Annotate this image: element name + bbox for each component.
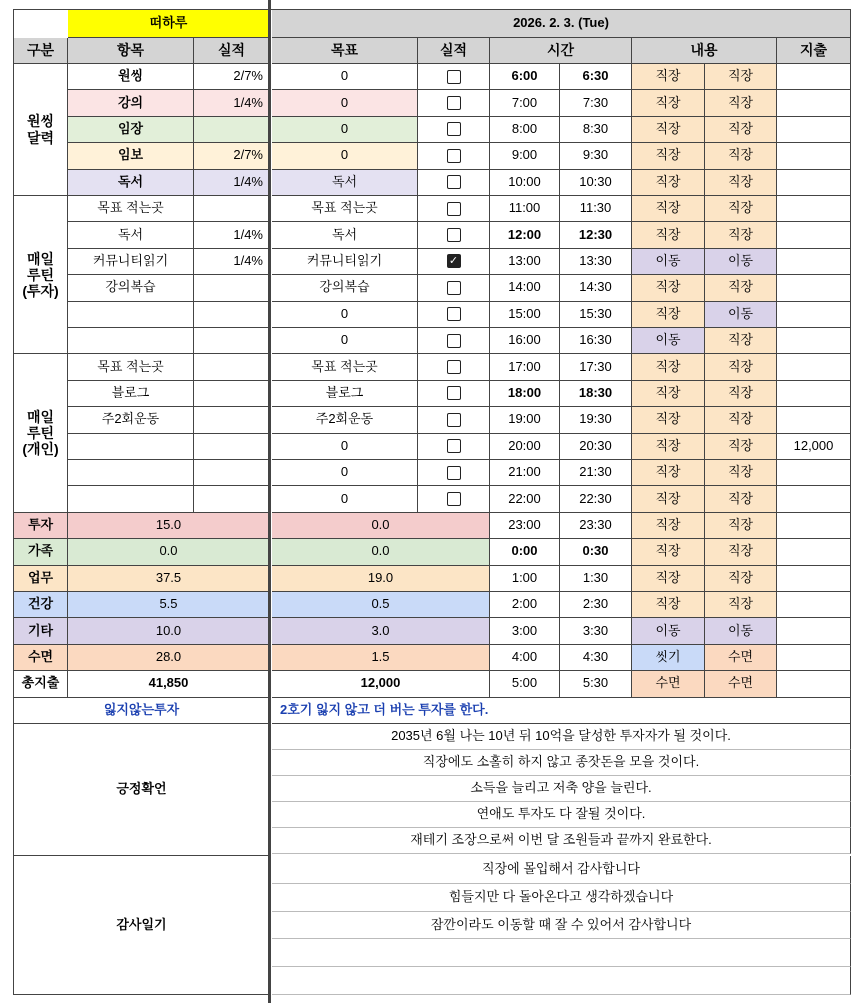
schedule-end: 16:30 — [560, 328, 632, 354]
schedule-activity: 수면 — [705, 671, 777, 697]
schedule-end: 6:30 — [560, 64, 632, 90]
schedule-activity: 직장 — [705, 275, 777, 301]
schedule-activity: 직장 — [632, 513, 705, 539]
schedule-activity: 직장 — [705, 328, 777, 354]
task-actual — [194, 381, 270, 407]
gratitude-line: 잠깐이라도 이동할 때 잘 수 있어서 감사합니다 — [272, 912, 851, 940]
schedule-expense — [777, 539, 851, 565]
schedule-start: 5:00 — [490, 671, 560, 697]
summary-goal: 3.0 — [272, 618, 490, 644]
schedule-activity: 직장 — [705, 196, 777, 222]
task-item: 임장 — [68, 117, 194, 143]
header-item: 항목 — [68, 38, 194, 64]
task-item: 독서 — [68, 170, 194, 196]
task-actual: 1/4% — [194, 90, 270, 116]
schedule-expense — [777, 196, 851, 222]
task-goal: 0 — [272, 486, 418, 512]
schedule-end: 19:30 — [560, 407, 632, 433]
schedule-activity: 직장 — [632, 64, 705, 90]
task-item — [68, 460, 194, 486]
schedule-activity: 직장 — [632, 407, 705, 433]
task-item: 주2회운동 — [68, 407, 194, 433]
schedule-expense — [777, 354, 851, 380]
schedule-activity: 직장 — [705, 222, 777, 248]
task-checkbox[interactable] — [447, 386, 461, 400]
summary-goal: 1.5 — [272, 645, 490, 671]
summary-label: 기타 — [14, 618, 68, 644]
sheet-top-border — [13, 9, 851, 10]
center-divider — [268, 0, 271, 1003]
schedule-activity: 직장 — [705, 566, 777, 592]
task-actual: 1/4% — [194, 170, 270, 196]
schedule-expense — [777, 618, 851, 644]
schedule-activity: 직장 — [632, 460, 705, 486]
summary-label: 건강 — [14, 592, 68, 618]
summary-label: 가족 — [14, 539, 68, 565]
schedule-activity: 직장 — [632, 592, 705, 618]
motto-text: 2호기 잃지 않고 더 버는 투자를 한다. — [272, 698, 851, 724]
schedule-activity: 씻기 — [632, 645, 705, 671]
task-checkbox[interactable] — [447, 228, 461, 242]
task-check-cell — [418, 143, 490, 169]
task-check-cell — [418, 407, 490, 433]
summary-goal: 0.5 — [272, 592, 490, 618]
task-checkbox[interactable] — [447, 149, 461, 163]
schedule-expense — [777, 460, 851, 486]
gratitude-line — [272, 967, 851, 995]
task-checkbox[interactable] — [447, 307, 461, 321]
task-check-cell — [418, 64, 490, 90]
schedule-expense — [777, 90, 851, 116]
task-goal: 0 — [272, 328, 418, 354]
schedule-start: 19:00 — [490, 407, 560, 433]
task-check-cell — [418, 434, 490, 460]
schedule-end: 5:30 — [560, 671, 632, 697]
summary-value: 15.0 — [68, 513, 270, 539]
affirmation-line: 재테기 조장으로써 이번 달 조원들과 끝까지 완료한다. — [272, 828, 851, 854]
schedule-start: 9:00 — [490, 143, 560, 169]
schedule-expense — [777, 566, 851, 592]
total-value: 41,850 — [68, 671, 270, 697]
schedule-end: 22:30 — [560, 486, 632, 512]
schedule-activity: 직장 — [632, 90, 705, 116]
schedule-end: 4:30 — [560, 645, 632, 671]
schedule-start: 15:00 — [490, 302, 560, 328]
task-actual — [194, 486, 270, 512]
schedule-end: 14:30 — [560, 275, 632, 301]
task-check-cell — [418, 222, 490, 248]
schedule-activity: 직장 — [705, 486, 777, 512]
schedule-activity: 직장 — [705, 434, 777, 460]
task-goal: 0 — [272, 434, 418, 460]
schedule-expense — [777, 64, 851, 90]
gratitude-line — [272, 939, 851, 967]
task-item — [68, 434, 194, 460]
group-label: 매일 루틴 (개인) — [14, 354, 68, 512]
task-item: 목표 적는곳 — [68, 354, 194, 380]
schedule-activity: 이동 — [705, 618, 777, 644]
task-goal: 블로그 — [272, 381, 418, 407]
task-actual: 2/7% — [194, 143, 270, 169]
summary-label: 투자 — [14, 513, 68, 539]
task-goal: 0 — [272, 143, 418, 169]
schedule-start: 3:00 — [490, 618, 560, 644]
summary-goal: 0.0 — [272, 513, 490, 539]
schedule-expense — [777, 302, 851, 328]
schedule-expense — [777, 328, 851, 354]
schedule-end: 0:30 — [560, 539, 632, 565]
task-actual — [194, 407, 270, 433]
schedule-end: 11:30 — [560, 196, 632, 222]
header-content: 내용 — [632, 38, 777, 64]
task-checkbox[interactable] — [447, 202, 461, 216]
task-actual — [194, 354, 270, 380]
task-checkbox[interactable] — [447, 96, 461, 110]
schedule-activity: 직장 — [705, 354, 777, 380]
schedule-activity: 직장 — [632, 275, 705, 301]
task-goal: 0 — [272, 117, 418, 143]
schedule-activity: 직장 — [632, 434, 705, 460]
task-checkbox[interactable] — [447, 439, 461, 453]
task-item: 커뮤니티읽기 — [68, 249, 194, 275]
schedule-activity: 이동 — [632, 249, 705, 275]
schedule-activity: 직장 — [705, 64, 777, 90]
schedule-start: 23:00 — [490, 513, 560, 539]
schedule-expense — [777, 513, 851, 539]
schedule-end: 21:30 — [560, 460, 632, 486]
schedule-activity: 직장 — [632, 222, 705, 248]
header-done: 실적 — [418, 38, 490, 64]
schedule-activity: 직장 — [632, 486, 705, 512]
schedule-expense — [777, 249, 851, 275]
schedule-activity: 직장 — [705, 381, 777, 407]
task-actual — [194, 302, 270, 328]
schedule-end: 8:30 — [560, 117, 632, 143]
schedule-end: 3:30 — [560, 618, 632, 644]
task-goal: 주2회운동 — [272, 407, 418, 433]
task-goal: 커뮤니티읽기 — [272, 249, 418, 275]
group-label: 매일 루틴 (투자) — [14, 196, 68, 354]
schedule-activity: 이동 — [632, 328, 705, 354]
task-item: 임보 — [68, 143, 194, 169]
schedule-expense — [777, 222, 851, 248]
task-check-cell — [418, 460, 490, 486]
task-actual — [194, 328, 270, 354]
schedule-start: 0:00 — [490, 539, 560, 565]
schedule-start: 11:00 — [490, 196, 560, 222]
schedule-end: 10:30 — [560, 170, 632, 196]
task-check-cell — [418, 328, 490, 354]
task-checkbox[interactable] — [447, 281, 461, 295]
summary-value: 28.0 — [68, 645, 270, 671]
task-checkbox[interactable]: ✓ — [447, 254, 461, 268]
schedule-activity: 직장 — [705, 170, 777, 196]
schedule-activity: 수면 — [705, 645, 777, 671]
schedule-start: 17:00 — [490, 354, 560, 380]
task-actual: 2/7% — [194, 64, 270, 90]
schedule-activity: 직장 — [632, 143, 705, 169]
schedule-expense — [777, 275, 851, 301]
summary-goal: 0.0 — [272, 539, 490, 565]
task-check-cell — [418, 486, 490, 512]
affirmation-line: 직장에도 소홀히 하지 않고 종잣돈을 모을 것이다. — [272, 750, 851, 776]
summary-value: 5.5 — [68, 592, 270, 618]
schedule-activity: 직장 — [705, 117, 777, 143]
schedule-expense — [777, 592, 851, 618]
summary-label: 수면 — [14, 645, 68, 671]
summary-value: 37.5 — [68, 566, 270, 592]
sheet-title: 떠하루 — [68, 10, 270, 38]
schedule-start: 10:00 — [490, 170, 560, 196]
schedule-activity: 직장 — [632, 117, 705, 143]
task-goal: 강의복습 — [272, 275, 418, 301]
task-item: 블로그 — [68, 381, 194, 407]
schedule-activity: 직장 — [705, 90, 777, 116]
schedule-end: 15:30 — [560, 302, 632, 328]
schedule-start: 14:00 — [490, 275, 560, 301]
task-actual — [194, 275, 270, 301]
schedule-end: 13:30 — [560, 249, 632, 275]
task-goal: 0 — [272, 460, 418, 486]
task-actual: 1/4% — [194, 222, 270, 248]
schedule-activity: 이동 — [705, 302, 777, 328]
schedule-expense — [777, 645, 851, 671]
affirmation-label: 긍정확언 — [14, 724, 270, 856]
header-expense: 지출 — [777, 38, 851, 64]
schedule-expense — [777, 407, 851, 433]
schedule-end: 2:30 — [560, 592, 632, 618]
sheet-left-border — [13, 10, 14, 995]
schedule-start: 12:00 — [490, 222, 560, 248]
task-item — [68, 486, 194, 512]
header-actual: 실적 — [194, 38, 270, 64]
task-goal: 0 — [272, 302, 418, 328]
header-category: 구분 — [14, 38, 68, 64]
schedule-start: 16:00 — [490, 328, 560, 354]
schedule-end: 18:30 — [560, 381, 632, 407]
task-goal: 독서 — [272, 222, 418, 248]
task-checkbox[interactable] — [447, 70, 461, 84]
summary-label: 업무 — [14, 566, 68, 592]
summary-value: 0.0 — [68, 539, 270, 565]
task-item — [68, 328, 194, 354]
task-checkbox[interactable] — [447, 334, 461, 348]
task-item: 원씽 — [68, 64, 194, 90]
schedule-activity: 수면 — [632, 671, 705, 697]
schedule-start: 8:00 — [490, 117, 560, 143]
task-checkbox[interactable] — [447, 466, 461, 480]
schedule-expense — [777, 143, 851, 169]
task-goal: 0 — [272, 90, 418, 116]
schedule-activity: 직장 — [632, 354, 705, 380]
affirmation-line: 연애도 투자도 다 잘될 것이다. — [272, 802, 851, 828]
task-actual: 1/4% — [194, 249, 270, 275]
gratitude-label: 감사일기 — [14, 856, 270, 995]
schedule-start: 1:00 — [490, 566, 560, 592]
schedule-start: 22:00 — [490, 486, 560, 512]
gratitude-line: 힘들지만 다 돌아온다고 생각하겠습니다 — [272, 884, 851, 912]
task-goal: 독서 — [272, 170, 418, 196]
task-item: 독서 — [68, 222, 194, 248]
gratitude-line: 직장에 몰입해서 감사합니다 — [272, 856, 851, 884]
schedule-expense — [777, 486, 851, 512]
schedule-activity: 직장 — [632, 170, 705, 196]
schedule-activity: 직장 — [632, 381, 705, 407]
schedule-activity: 직장 — [705, 407, 777, 433]
task-goal: 0 — [272, 64, 418, 90]
motto-label: 잃지않는투자 — [14, 698, 270, 724]
schedule-activity: 직장 — [705, 460, 777, 486]
schedule-activity: 직장 — [632, 566, 705, 592]
summary-goal: 19.0 — [272, 566, 490, 592]
schedule-expense — [777, 170, 851, 196]
header-goal: 목표 — [272, 38, 418, 64]
header-time: 시간 — [490, 38, 632, 64]
schedule-start: 4:00 — [490, 645, 560, 671]
schedule-activity: 직장 — [632, 539, 705, 565]
schedule-activity: 이동 — [632, 618, 705, 644]
schedule-start: 2:00 — [490, 592, 560, 618]
schedule-start: 6:00 — [490, 64, 560, 90]
schedule-end: 17:30 — [560, 354, 632, 380]
task-checkbox[interactable] — [447, 175, 461, 189]
summary-value: 10.0 — [68, 618, 270, 644]
task-check-cell — [418, 354, 490, 380]
task-check-cell — [418, 275, 490, 301]
task-actual — [194, 434, 270, 460]
task-item — [68, 302, 194, 328]
schedule-end: 23:30 — [560, 513, 632, 539]
task-check-cell — [418, 196, 490, 222]
group-label: 원씽 달력 — [14, 64, 68, 196]
schedule-start: 13:00 — [490, 249, 560, 275]
task-item: 강의 — [68, 90, 194, 116]
schedule-end: 9:30 — [560, 143, 632, 169]
task-checkbox[interactable] — [447, 360, 461, 374]
task-check-cell — [418, 117, 490, 143]
schedule-end: 7:30 — [560, 90, 632, 116]
schedule-activity: 직장 — [705, 513, 777, 539]
schedule-activity: 직장 — [705, 592, 777, 618]
task-check-cell — [418, 381, 490, 407]
schedule-end: 1:30 — [560, 566, 632, 592]
task-item: 목표 적는곳 — [68, 196, 194, 222]
schedule-start: 20:00 — [490, 434, 560, 460]
task-actual — [194, 196, 270, 222]
task-check-cell — [418, 249, 490, 275]
total-goal: 12,000 — [272, 671, 490, 697]
schedule-activity: 이동 — [705, 249, 777, 275]
schedule-end: 12:30 — [560, 222, 632, 248]
schedule-expense — [777, 117, 851, 143]
schedule-expense — [777, 671, 851, 697]
task-checkbox[interactable] — [447, 413, 461, 427]
task-checkbox[interactable] — [447, 122, 461, 136]
task-checkbox[interactable] — [447, 492, 461, 506]
task-actual — [194, 460, 270, 486]
schedule-activity: 직장 — [705, 143, 777, 169]
schedule-expense: 12,000 — [777, 434, 851, 460]
task-check-cell — [418, 90, 490, 116]
schedule-start: 21:00 — [490, 460, 560, 486]
affirmation-line: 소득을 늘리고 저축 양을 늘린다. — [272, 776, 851, 802]
task-check-cell — [418, 302, 490, 328]
schedule-expense — [777, 381, 851, 407]
task-check-cell — [418, 170, 490, 196]
sheet-date: 2026. 2. 3. (Tue) — [272, 10, 851, 38]
schedule-activity: 직장 — [632, 302, 705, 328]
schedule-activity: 직장 — [705, 539, 777, 565]
affirmation-line: 2035년 6월 나는 10년 뒤 10억을 달성한 투자자가 될 것이다. — [272, 724, 851, 750]
task-goal: 목표 적는곳 — [272, 196, 418, 222]
task-goal: 목표 적는곳 — [272, 354, 418, 380]
schedule-start: 7:00 — [490, 90, 560, 116]
task-item: 강의복습 — [68, 275, 194, 301]
schedule-end: 20:30 — [560, 434, 632, 460]
schedule-activity: 직장 — [632, 196, 705, 222]
total-label: 총지출 — [14, 671, 68, 697]
task-actual — [194, 117, 270, 143]
schedule-start: 18:00 — [490, 381, 560, 407]
